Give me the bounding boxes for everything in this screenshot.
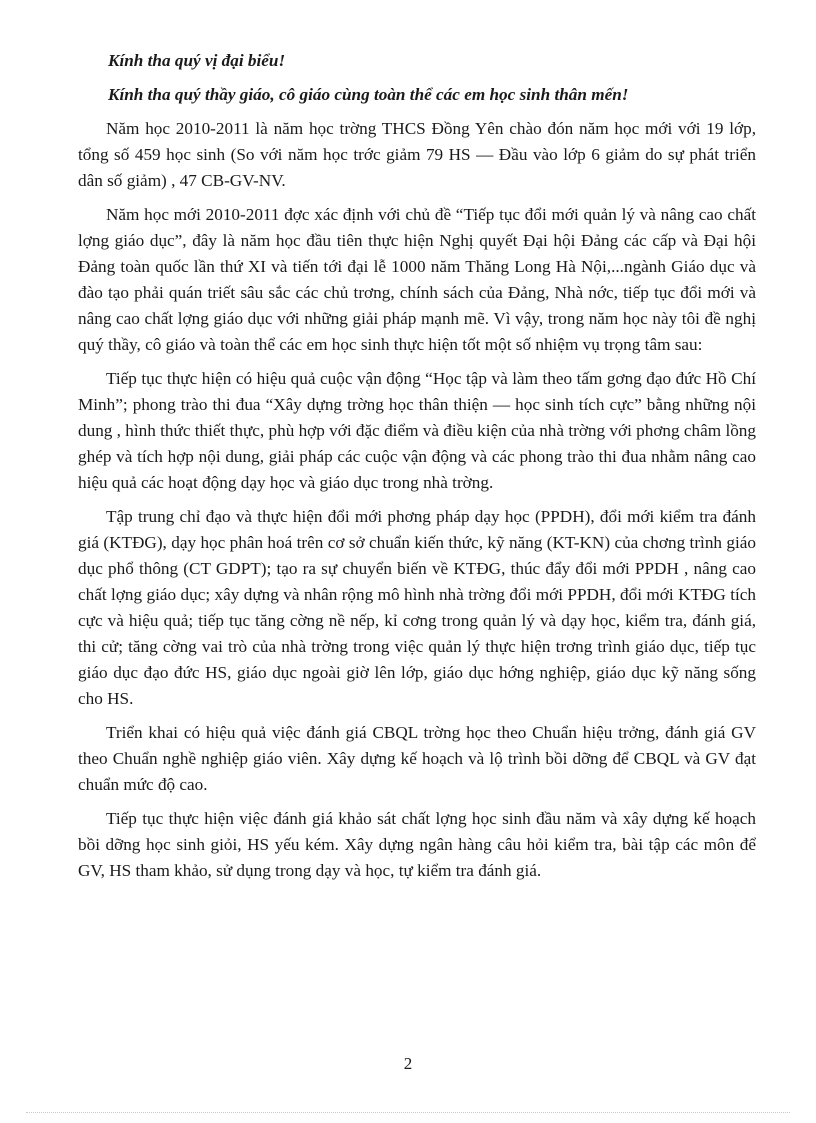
page-body — [78, 48, 756, 892]
paragraph-student-assessment: Tiếp tục thực hiện việc đánh giá khảo sát chất lợng học sinh đầu năm và xây dựng kế hoạch bồi dỡng học sinh giỏi, HS yếu kém. Xây dựng ngân hàng câu hỏi kiểm tra, bài tập các môn để GV, HS tham khảo, sử dụng trong dạy và học, tự kiểm tra đánh giá. — [78, 809, 756, 880]
paragraph-year-theme: Năm học mới 2010-2011 đợc xác định với chủ đề “Tiếp tục đổi mới quản lý và nâng cao chất lợng giáo dục”, đây là năm học đầu tiên thực hiện Nghị quyết Đại hội Đảng các cấp và Đại hội Đảng toàn quốc lần thứ XI và tiến tới đại lễ 1000 năm Thăng Long Hà Nội,...ngành Giáo dục và đào tạo phải quán triết sâu sắc các chủ trơng, chính sách của Đảng, Nhà nớc, tiếp tục đổi mới và nâng cao chất lợng giáo dục với những giải pháp mạnh mẽ. Vì vậy, trong năm học này tôi đề nghị quý thầy, cô giáo và toàn thể các em học sinh thực hiện tốt một số nhiệm vụ trọng tâm sau: — [78, 205, 756, 354]
paragraph-school-year-overview: Năm học 2010-2011 là năm học trờng THCS Đồng Yên chào đón năm học mới với 19 lớp, tổng số 459 học sinh (So với năm học trớc giảm 79 HS — Đầu vào lớp 6 giảm do sự phát triển dân số giảm) , 47 CB-GV-NV. — [78, 119, 756, 190]
paragraph-staff-evaluation: Triển khai có hiệu quả việc đánh giá CBQL trờng học theo Chuẩn hiệu trởng, đánh giá GV theo Chuẩn nghề nghiệp giáo viên. Xây dựng kế hoạch và lộ trình bồi dỡng để CBQL và GV đạt chuẩn mức độ cao. — [78, 723, 756, 794]
greeting-teachers-students: Kính tha quý thầy giáo, cô giáo cùng toàn thể các em học sinh thân mến! — [108, 85, 629, 104]
paragraph-campaigns: Tiếp tục thực hiện có hiệu quả cuộc vận động “Học tập và làm theo tấm gơng đạo đức Hồ Chí Minh”; phong trào thi đua “Xây dựng trờng học thân thiện — học sinh tích cực” bằng những nội dung , hình thức thiết thực, phù hợp với đặc điểm và điều kiện của nhà trờng với phơng châm lồng ghép và tích hợp nội dung, giải pháp các cuộc vận động và các phong trào thi đua nhằm nâng cao hiệu quả các hoạt động dạy học và giáo dục trong nhà trờng. — [78, 369, 756, 492]
page-number: 2 — [403, 1054, 413, 1073]
greeting-guests: Kính tha quý vị đại biểu! — [108, 51, 286, 70]
paragraph-teaching-innovation: Tập trung chỉ đạo và thực hiện đổi mới phơng pháp dạy học (PPDH), đổi mới kiểm tra đánh giá (KTĐG), dạy học phân hoá trên cơ sở chuẩn kiến thức, kỹ năng (KT-KN) của chơng trình giáo dục phổ thông (CT GDPT); tạo ra sự chuyển biến về KTĐG, thúc đẩy đổi mới PPDH , nâng cao chất lợng giáo dục; xây dựng và nhân rộng mô hình nhà trờng đổi mới PPDH, đổi mới KTĐG tích cực và hiệu quả; tiếp tục tăng cờng nề nếp, kỉ cơng trong quản lý và dạy học, kiểm tra, đánh giá, thi cử; tăng cờng vai trò của nhà trờng trong việc quản lý thực hiện trơng trình giáo dục, tiếp tục giáo dục đạo đức HS, giáo dục ngoài giờ lên lớp, giáo dục hớng nghiệp, giáo dục kỹ năng sống cho HS. — [78, 507, 756, 708]
page-bottom-divider — [26, 1112, 790, 1113]
